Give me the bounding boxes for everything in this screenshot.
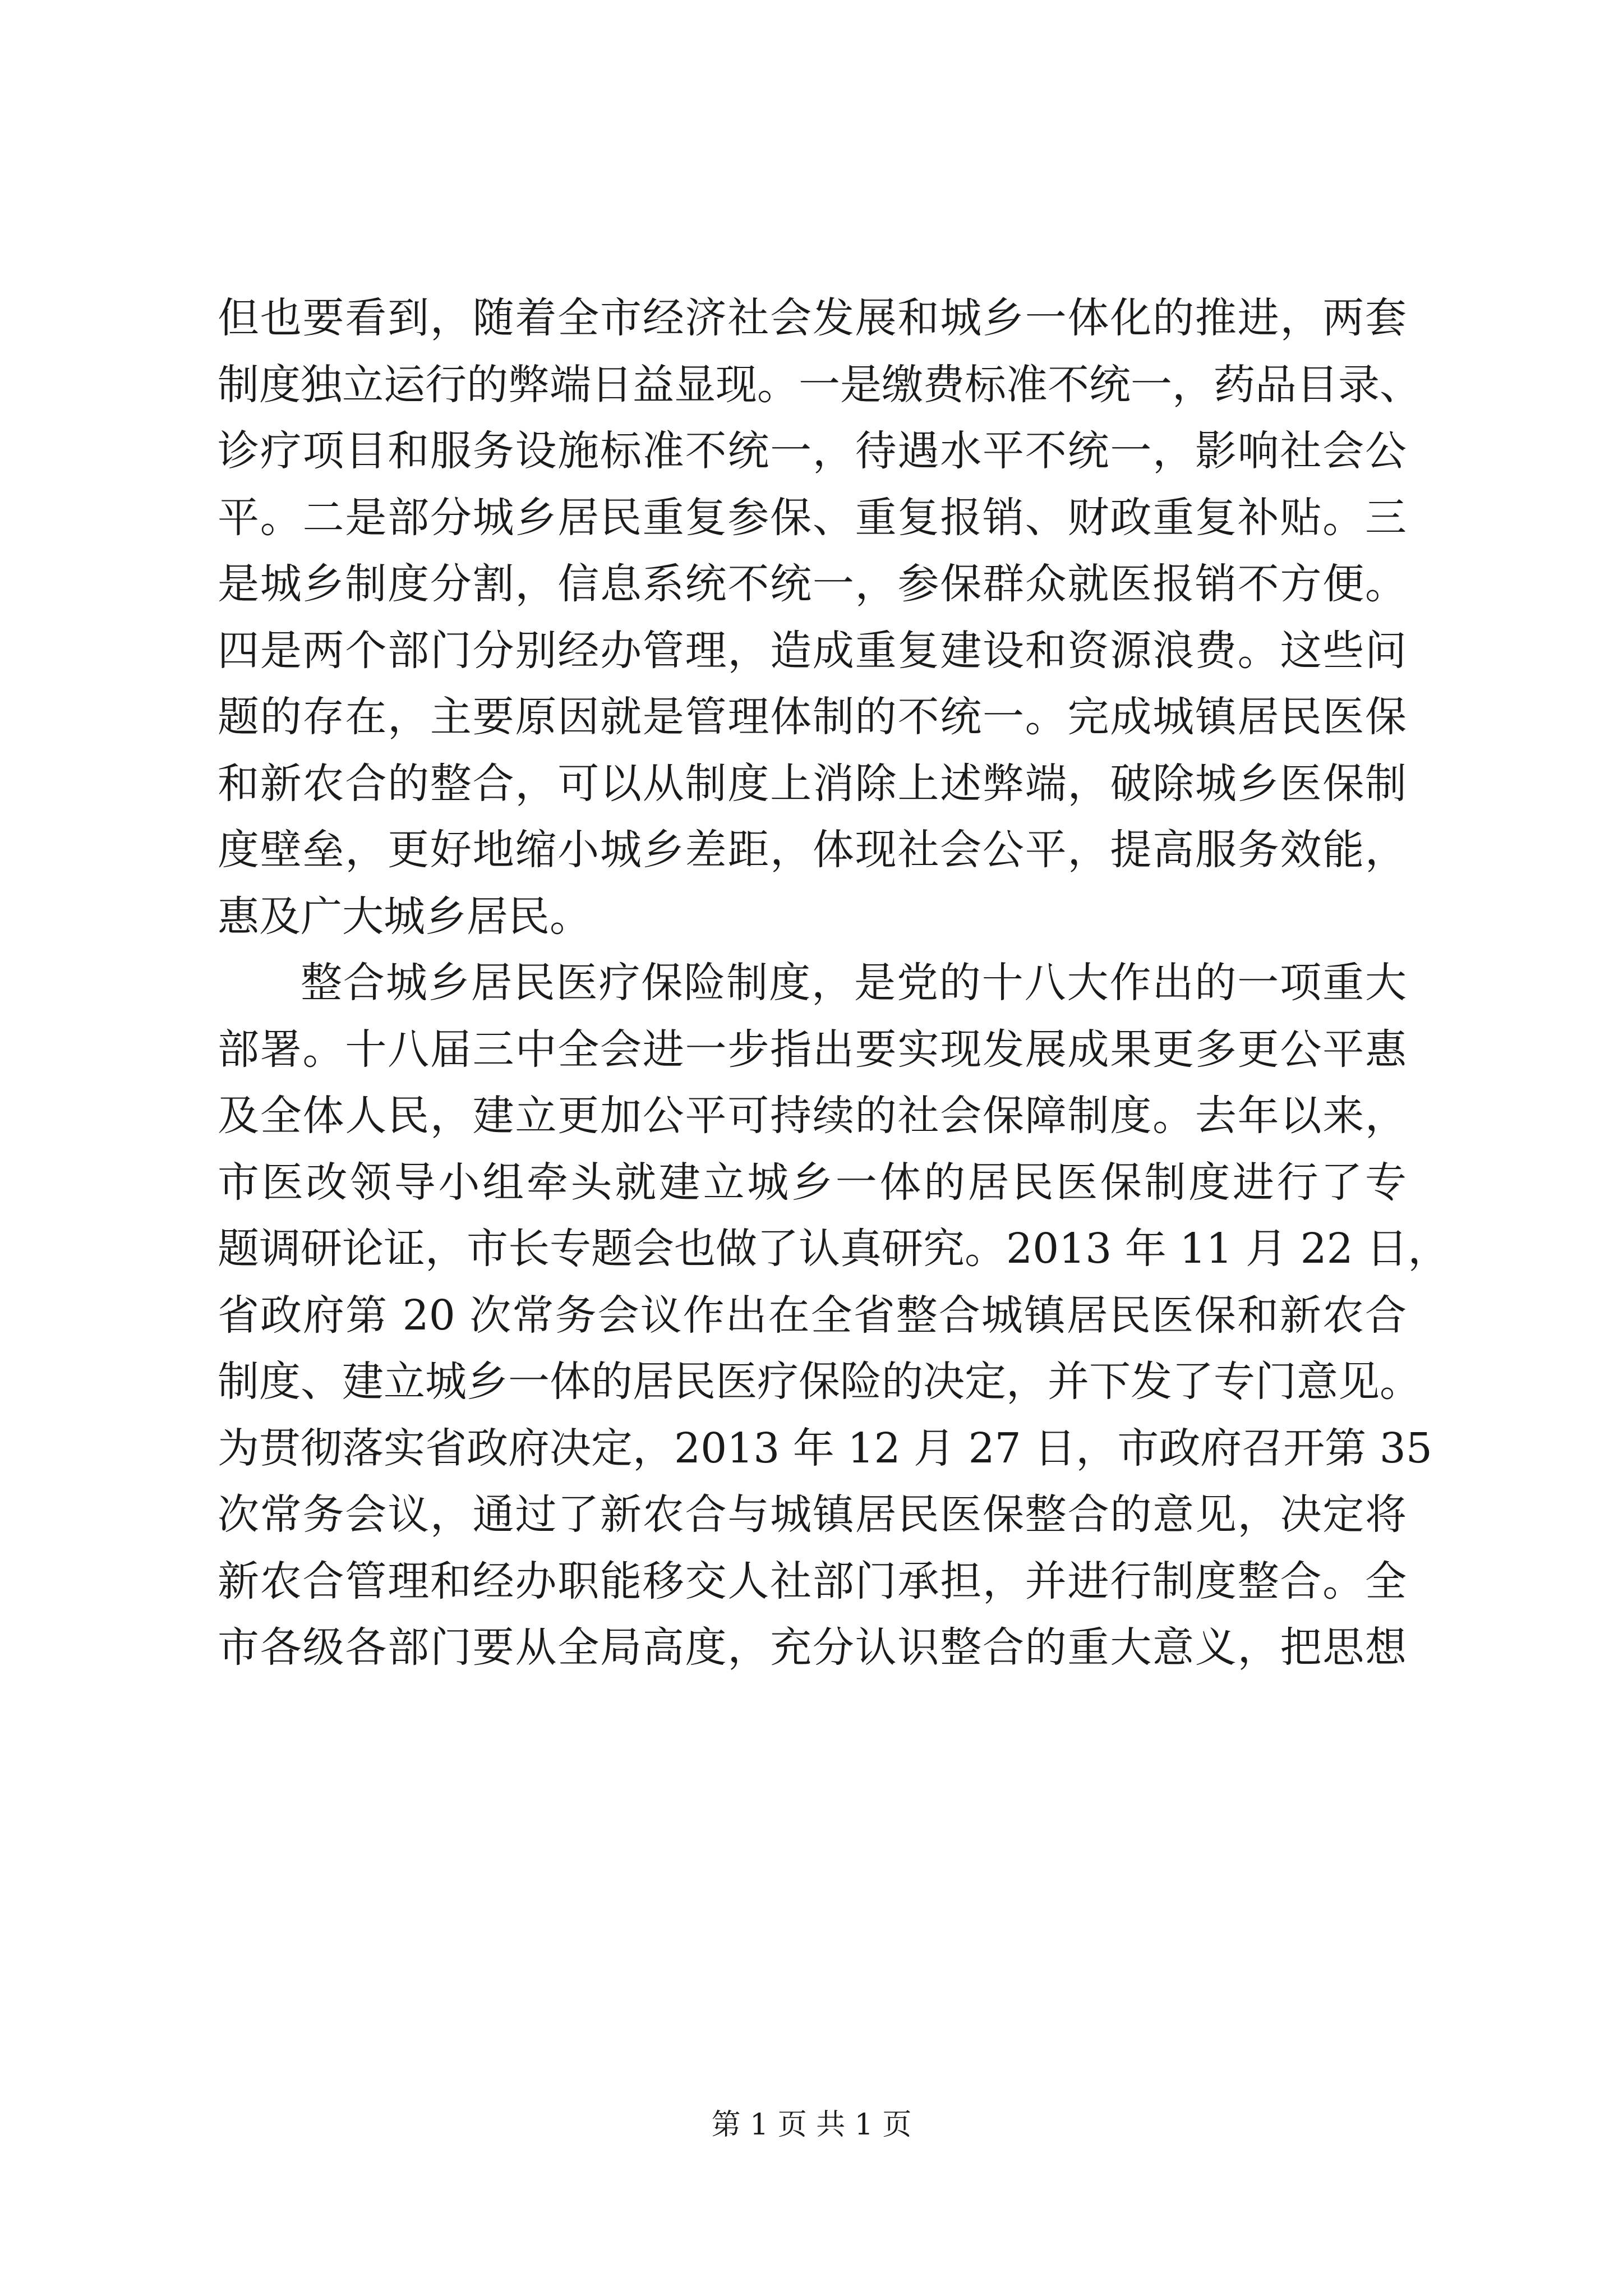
text-line: 及全体人民，建立更加公平可持续的社会保障制度。去年以来， (218, 1092, 1407, 1140)
text-line: 是城乡制度分割，信息系统不统一，参保群众就医报销不方便。 (218, 560, 1407, 608)
text-line: 省政府第 20 次常务会议作出在全省整合城镇居民医保和新农合 (218, 1291, 1407, 1340)
body-text (218, 285, 1450, 1681)
text-line: 市医改领导小组牵头就建立城乡一体的居民医保制度进行了专 (218, 1158, 1407, 1207)
text-line: 度壁垒，更好地缩小城乡差距，体现社会公平，提高服务效能， (218, 826, 1407, 874)
text-line: 部署。十八届三中全会进一步指出要实现发展成果更多更公平惠 (218, 1025, 1407, 1074)
text-line: 平。二是部分城乡居民重复参保、重复报销、财政重复补贴。三 (218, 493, 1407, 542)
text-line: 题调研论证，市长专题会也做了认真研究。2013 年 11 月 22 日， (218, 1225, 1450, 1273)
text-line: 制度独立运行的弊端日益显现。一是缴费标准不统一，药品目录、 (218, 360, 1421, 409)
text-line: 题的存在，主要原因就是管理体制的不统一。完成城镇居民医保 (218, 693, 1407, 741)
text-line: 诊疗项目和服务设施标准不统一，待遇水平不统一，影响社会公 (218, 427, 1407, 475)
text-line: 和新农合的整合，可以从制度上消除上述弊端，破除城乡医保制 (218, 759, 1407, 808)
paragraph-start-line: 整合城乡居民医疗保险制度，是党的十八大作出的一项重大 (301, 959, 1407, 1007)
text-line: 次常务会议，通过了新农合与城镇居民医保整合的意见，决定将 (218, 1490, 1407, 1539)
text-line: 新农合管理和经办职能移交人社部门承担，并进行制度整合。全 (218, 1557, 1407, 1605)
text-line: 市各级各部门要从全局高度，充分认识整合的重大意义，把思想 (218, 1623, 1407, 1672)
text-line: 但也要看到，随着全市经济社会发展和城乡一体化的推进，两套 (218, 294, 1407, 342)
page-footer: 第 1 页 共 1 页 (711, 2108, 912, 2142)
paragraph-end-line: 惠及广大城乡居民。 (218, 892, 591, 941)
text-line: 四是两个部门分别经办管理，造成重复建设和资源浪费。这些问 (218, 626, 1407, 675)
text-line: 制度、建立城乡一体的居民医疗保险的决定，并下发了专门意见。 (218, 1358, 1421, 1406)
text-line: 为贯彻落实省政府决定，2013 年 12 月 27 日，市政府召开第 35 (218, 1424, 1432, 1473)
